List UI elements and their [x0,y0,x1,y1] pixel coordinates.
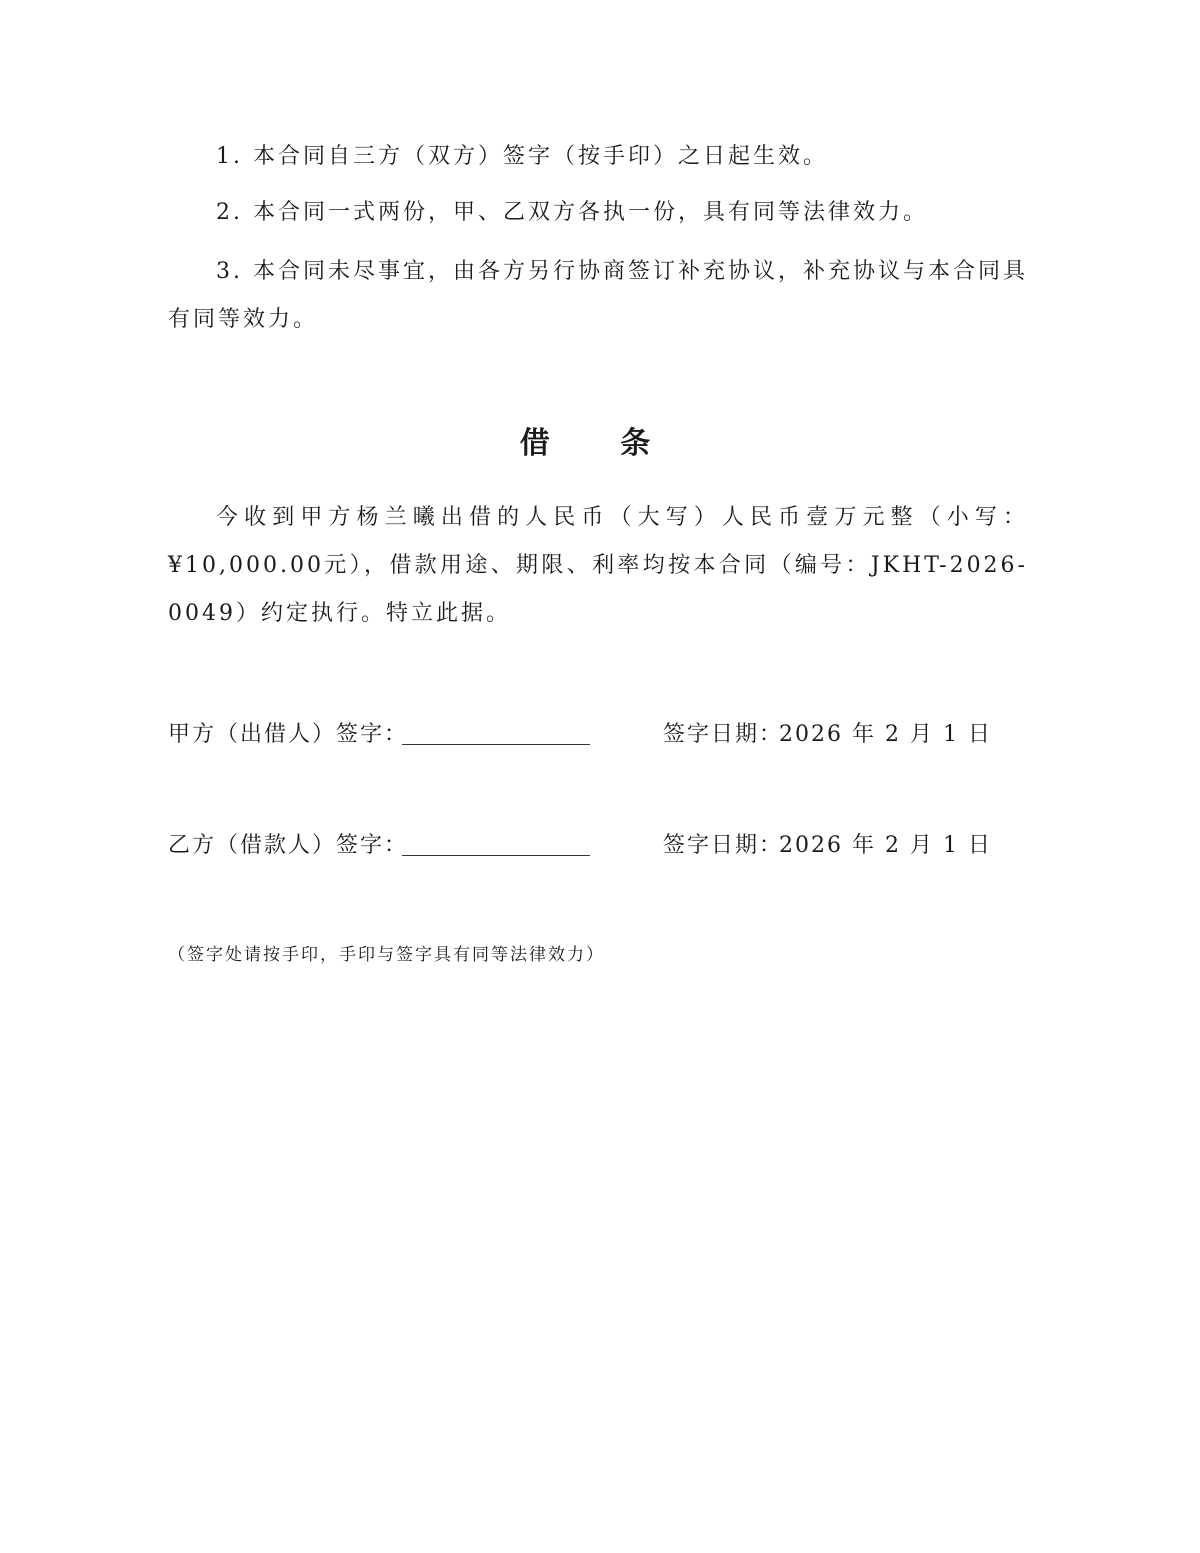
party-a-signature-line [402,744,590,745]
party-b-signature-line [402,855,590,856]
party-b-signature-label: 乙方（借款人）签字： [168,833,409,858]
clause-1: 1. 本合同自三方（双方）签字（按手印）之日起生效。 [216,144,828,169]
iou-title: 借 条 [519,426,681,461]
clause-2: 2. 本合同一式两份，甲、乙双方各执一份，具有同等法律效力。 [216,200,928,225]
party-a-date-value: 2026 年 2 月 1 日 [779,722,992,747]
party-b-date-value: 2026 年 2 月 1 日 [779,833,992,858]
party-a-date-label: 签字日期： [663,722,784,747]
iou-body: 今收到甲方杨兰曦出借的人民币（大写）人民币壹万元整（小写：¥10,000.00元），借款用途、期限、利率均按本合同（编号：JKHT-2026-0049）约定执行。特立此据。 [168,505,1028,626]
clause-3: 3. 本合同未尽事宜，由各方另行协商签订补充协议，补充协议与本合同具有同等效力。 [168,259,1028,332]
party-b-signature-row [168,826,1028,866]
party-a-signature-row [168,715,1028,755]
fingerprint-note: （签字处请按手印，手印与签字具有同等法律效力） [168,945,605,965]
party-b-date-label: 签字日期： [663,833,784,858]
party-a-signature-label: 甲方（出借人）签字： [168,722,409,747]
